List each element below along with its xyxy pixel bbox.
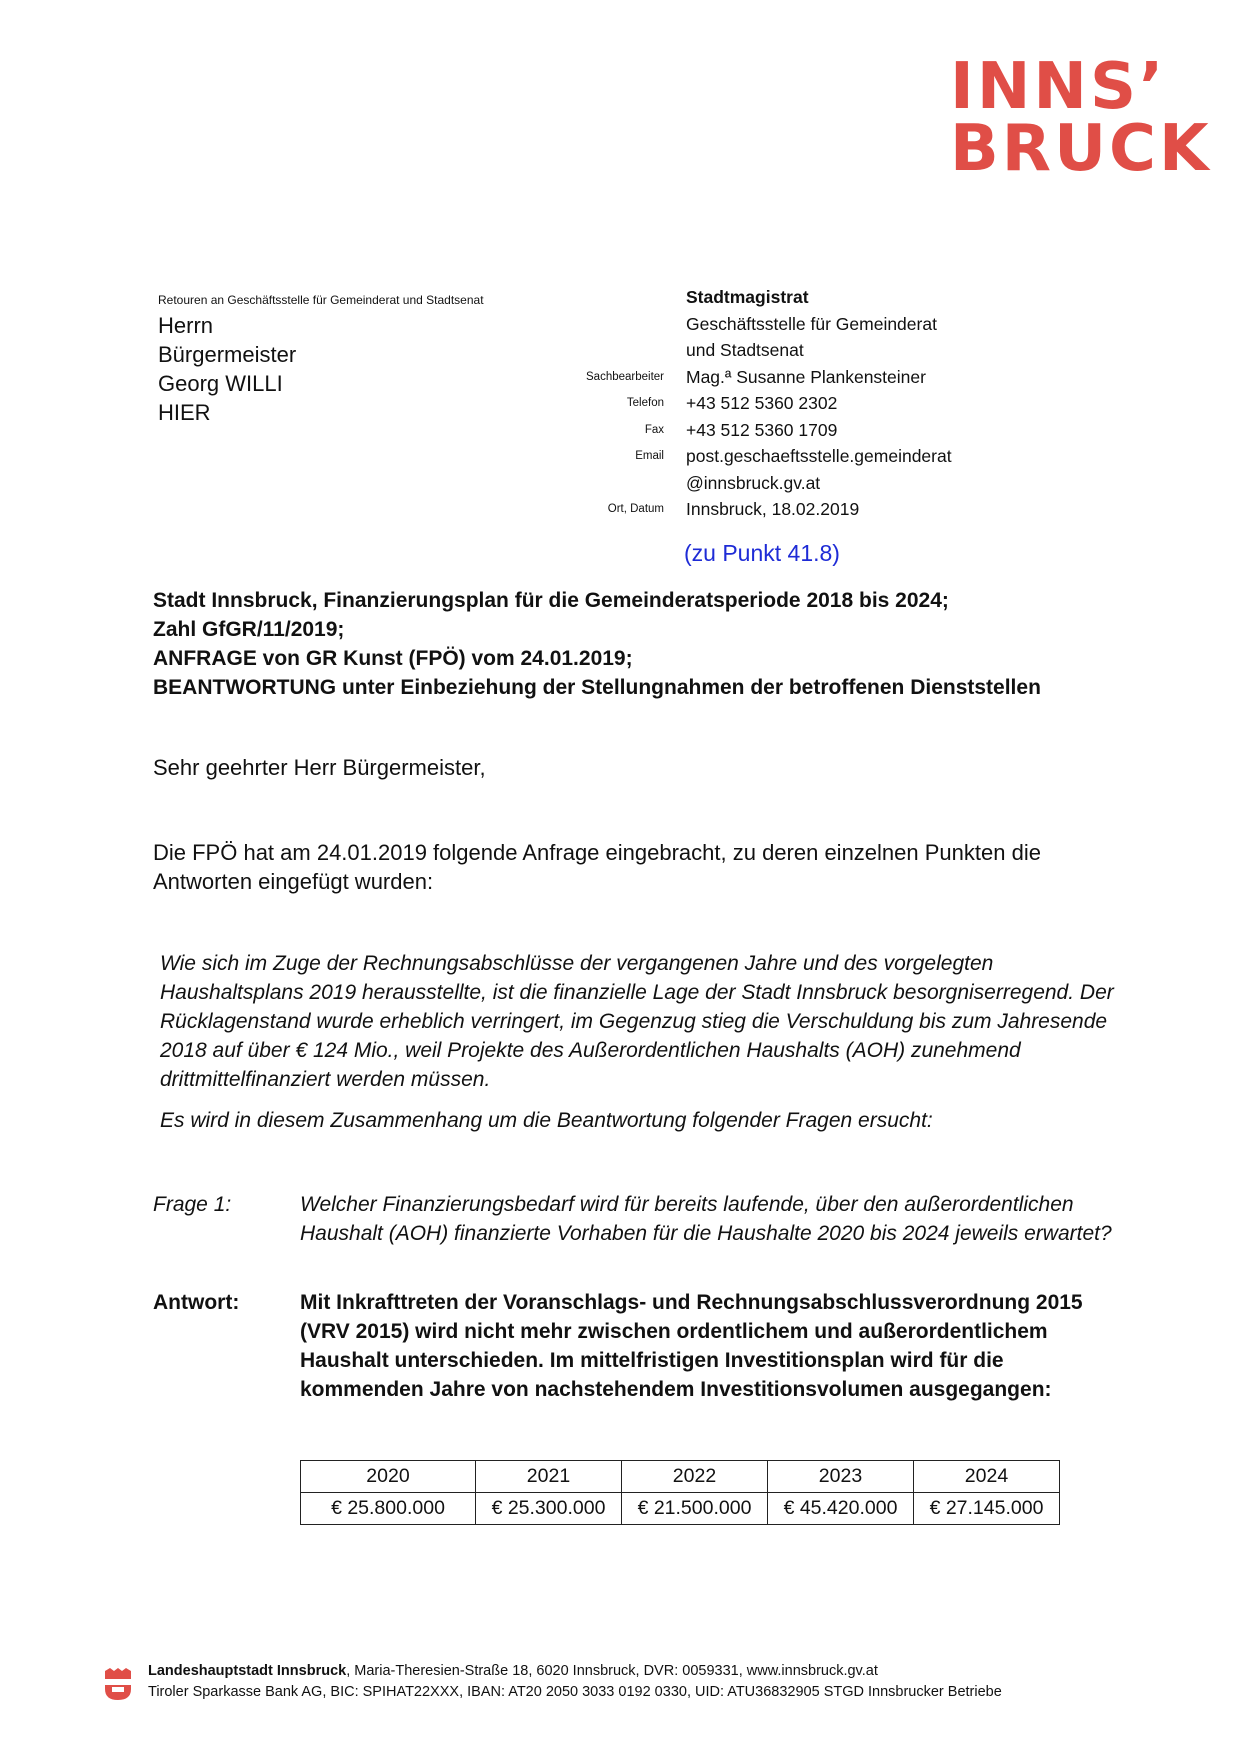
- question-label: Frage 1:: [153, 1193, 232, 1216]
- subject-line: ANFRAGE von GR Kunst (FPÖ) vom 24.01.2019;: [153, 647, 633, 670]
- sender-block: [570, 284, 1030, 523]
- amount-cell: € 25.300.000: [476, 1493, 622, 1525]
- salutation: Sehr geehrter Herr Bürgermeister,: [153, 755, 486, 780]
- year-cell: 2020: [301, 1461, 476, 1493]
- footer-line-1: [148, 1661, 1002, 1682]
- phone-number: +43 512 5360 2302: [686, 393, 838, 413]
- clerk-label: Sachbearbeiter: [586, 370, 664, 383]
- email-label: Email: [635, 450, 664, 462]
- place-date: Innsbruck, 18.02.2019: [686, 499, 860, 519]
- subject-line: BEANTWORTUNG unter Einbeziehung der Stellungnahmen der betroffenen Dienststellen: [153, 676, 1041, 699]
- return-address-line: Retouren an Geschäftsstelle für Gemeinderat und Stadtsenat: [158, 293, 484, 307]
- year-cell: 2021: [476, 1461, 622, 1493]
- question-1: [153, 1190, 1133, 1248]
- inquiry-quote: [160, 949, 1135, 1135]
- logo-line-1: INNS’: [950, 50, 1167, 124]
- year-cell: 2023: [768, 1461, 914, 1493]
- fax-label: Fax: [644, 423, 664, 436]
- amount-cell: € 27.145.000: [914, 1493, 1060, 1525]
- email-address-domain: @innsbruck.gv.at: [686, 472, 821, 493]
- table-row: [301, 1493, 1060, 1525]
- recipient-line: Georg WILLI: [158, 371, 283, 396]
- fax-number: +43 512 5360 1709: [686, 419, 838, 440]
- footer-address: , Maria-Theresien-Straße 18, 6020 Innsbruck, DVR: 0059331, www.innsbruck.gv.at: [346, 1663, 878, 1679]
- amount-cell: € 45.420.000: [768, 1493, 914, 1525]
- footer-bank-line: Tiroler Sparkasse Bank AG, BIC: SPIHAT22XXX, IBAN: AT20 2050 3033 0192 0330, UID: ATU36832905 STGD Innsbrucker Betriebe: [148, 1684, 1002, 1700]
- date-label: Ort, Datum: [607, 503, 664, 515]
- innsbruck-logo: [950, 50, 1212, 186]
- answer-1: [153, 1288, 1133, 1404]
- clerk-name: Mag.ª Susanne Plankensteiner: [686, 366, 926, 387]
- amount-cell: € 21.500.000: [622, 1493, 768, 1525]
- recipient-line: Herrn: [158, 313, 214, 338]
- recipient-address: [158, 311, 296, 427]
- city-emblem-icon: [103, 1667, 133, 1701]
- agenda-reference: (zu Punkt 41.8): [684, 540, 840, 566]
- intro-paragraph: Die FPÖ hat am 24.01.2019 folgende Anfrage eingebracht, zu deren einzelnen Punkten die Antworten eingefügt wurden:: [153, 840, 1041, 894]
- subject-line: Stadt Innsbruck, Finanzierungsplan für die Gemeinderatsperiode 2018 bis 2024;: [153, 589, 949, 612]
- logo-line-2: BRUCK: [950, 112, 1212, 186]
- footer: [148, 1661, 1002, 1703]
- email-address: post.geschaeftsstelle.gemeinderat: [686, 446, 952, 466]
- footer-org: Landeshauptstadt Innsbruck: [148, 1663, 347, 1679]
- question-text: Welcher Finanzierungsbedarf wird für bereits laufende, über den außerordentlichen Haushalt (AOH) finanzierte Vorhaben für die Haushalte 2020 bis 2024 jeweils erwartet?: [300, 1193, 1112, 1245]
- answer-text: Mit Inkrafttreten der Voranschlags- und Rechnungsabschlussverordnung 2015 (VRV 2015) wird nicht mehr zwischen ordentlichem und außerordentlichem Haushalt unterschieden. Im mittelfristigen Investitionsplan wird für die kommenden Jahre von nachstehendem Investitionsvolumen ausgegangen:: [300, 1291, 1083, 1401]
- quote-paragraph: Wie sich im Zuge der Rechnungsabschlüsse der vergangenen Jahre und des vorgelegten Haushaltsplans 2019 herausstellte, ist die finanzielle Lage der Stadt Innsbruck besorgniserregend. Der Rücklagenstand wurde erheblich verringert, im Gegenzug stieg die Verschuldung bis zum Jahresende 2018 auf über € 124 Mio., weil Projekte des Außerordentlichen Haushalts (AOH) zunehmend drittmittelfinanziert werden müssen.: [160, 952, 1114, 1091]
- recipient-line: Bürgermeister: [158, 342, 297, 367]
- year-cell: 2024: [914, 1461, 1060, 1493]
- answer-label: Antwort:: [153, 1291, 240, 1314]
- year-cell: 2022: [622, 1461, 768, 1493]
- subject-block: [153, 586, 1041, 702]
- investment-table: [300, 1460, 1060, 1525]
- phone-label: Telefon: [626, 397, 664, 409]
- recipient-line: HIER: [158, 400, 211, 425]
- sender-org: Stadtmagistrat: [686, 287, 809, 307]
- table-row: [301, 1461, 1060, 1493]
- sender-dept: Geschäftsstelle für Gemeinderat: [686, 313, 937, 334]
- sender-dept: und Stadtsenat: [686, 340, 804, 360]
- quote-paragraph: Es wird in diesem Zusammenhang um die Beantwortung folgender Fragen ersucht:: [160, 1109, 933, 1132]
- amount-cell: € 25.800.000: [301, 1493, 476, 1525]
- subject-line: Zahl GfGR/11/2019;: [153, 618, 345, 641]
